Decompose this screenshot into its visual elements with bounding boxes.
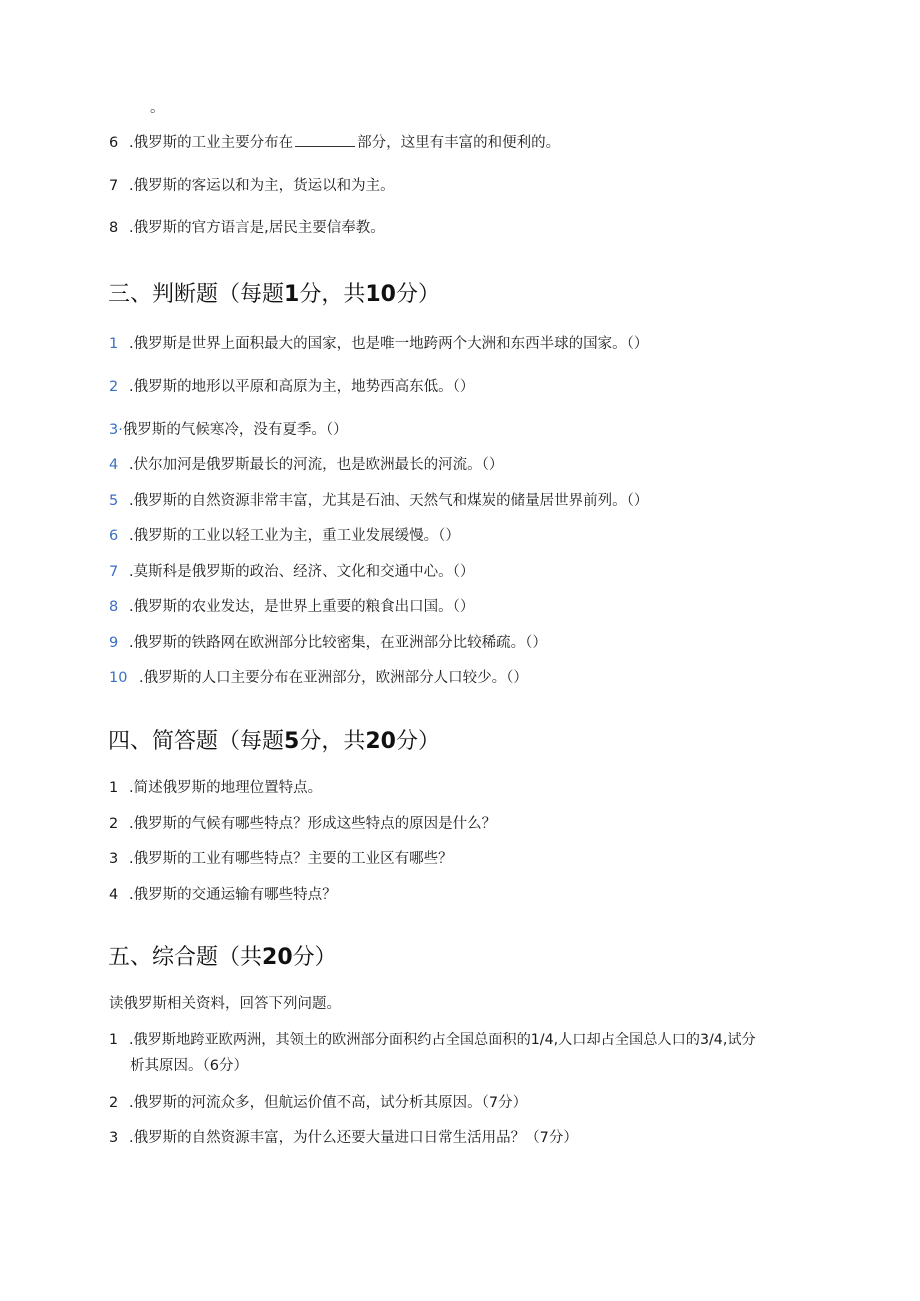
heading-number: 10 [365,282,396,307]
item-number: 10 [109,670,128,686]
judge-item-6 [109,526,460,546]
item-number: 2 [109,1095,119,1111]
item-text: .俄罗斯的交通运输有哪些特点？ [129,887,337,903]
judge-item-4 [109,455,503,475]
item-number: 8 [109,220,119,236]
item-text: .俄罗斯的河流众多，但航运价值不高，试分析其原因。（7分） [129,1095,528,1111]
item-number: 9 [109,635,119,651]
section-heading-judge [108,280,440,310]
item-text: .伏尔加河是俄罗斯最长的河流，也是欧洲最长的河流。（） [129,457,504,473]
item-text: .俄罗斯的气候有哪些特点？形成这些特点的原因是什么？ [129,816,497,832]
heading-text: 分） [395,282,440,307]
fill-item-7 [109,176,395,196]
item-number: 1 [109,336,119,352]
comp-item-1 [109,1030,756,1050]
heading-text: 分） [292,945,337,970]
item-text: .俄罗斯的自然资源丰富，为什么还要大量进口日常生活用品？（7分） [129,1130,578,1146]
item-text: .莫斯科是俄罗斯的政治、经济、文化和交通中心。（） [129,564,475,580]
item-number: 3· [109,422,123,438]
comp-item-1-continuation: 析其原因。（6分） [130,1058,248,1074]
short-item-2 [109,814,496,834]
judge-item-9 [109,633,547,653]
item-text: .俄罗斯的农业发达，是世界上重要的粮食出口国。（） [129,599,475,615]
item-text: .俄罗斯的地形以平原和高原为主，地势西高东低。（） [129,379,475,395]
heading-text: 四、简答题（每题 [108,729,285,754]
section-heading-short [108,727,440,757]
item-number: 6 [109,528,119,544]
judge-item-5 [109,491,648,511]
judge-item-2 [109,377,474,397]
judge-item-7 [109,562,474,582]
item-number: 3 [109,1130,119,1146]
heading-number: 20 [365,729,396,754]
item-number: 3 [109,851,119,867]
comp-item-2 [109,1093,527,1113]
item-text: .俄罗斯的工业以轻工业为主，重工业发展缓慢。（） [129,528,460,544]
item-text: .俄罗斯的铁路网在欧洲部分比较密集，在亚洲部分比较稀疏。（） [129,635,547,651]
answer-blank[interactable] [295,134,355,147]
heading-text: 五、综合题（共 [108,945,263,970]
item-text-pre: .俄罗斯的工业主要分布在 [129,135,294,151]
fill-item-8 [109,218,385,238]
item-text: .俄罗斯的人口主要分布在亚洲部分，欧洲部分人口较少。（） [139,670,528,686]
heading-number: 20 [262,945,293,970]
heading-text: 分，共 [299,729,366,754]
item-text: .俄罗斯的自然资源非常丰富，尤其是石油、天然气和煤炭的储量居世界前列。（） [129,493,649,509]
item-number: 4 [109,887,119,903]
item-number: 4 [109,457,119,473]
item-text: .俄罗斯的客运以和为主，货运以和为主。 [129,178,395,194]
short-item-4 [109,885,337,905]
item-number: 8 [109,599,119,615]
item-number: 7 [109,564,119,580]
judge-item-8 [109,597,474,617]
comp-intro: 读俄罗斯相关资料，回答下列问题。 [109,996,341,1012]
item-text: .俄罗斯是世界上面积最大的国家，也是唯一地跨两个大洲和东西半球的国家。（） [129,336,649,352]
fill-item-6 [109,133,560,153]
judge-item-1 [109,334,648,354]
item-text: .俄罗斯的官方语言是,居民主要信奉教。 [129,220,385,236]
heading-text: 分，共 [299,282,366,307]
item-number: 5 [109,493,119,509]
item-number: 2 [109,379,119,395]
short-item-3 [109,849,453,869]
judge-item-10 [109,668,528,688]
heading-text: 分） [395,729,440,754]
heading-text: 三、判断题（每题 [108,282,285,307]
comp-item-3 [109,1128,578,1148]
item-number: 1 [109,1032,119,1048]
heading-number: 5 [284,729,300,754]
short-item-1 [109,778,322,798]
item-text: .简述俄罗斯的地理位置特点。 [129,780,323,796]
item-text-post: 部分，这里有丰富的和便利的。 [357,135,561,151]
item-number: 2 [109,816,119,832]
item-number: 6 [109,135,119,151]
section-heading-comprehensive [108,943,337,973]
judge-item-3 [109,420,348,440]
item-text: 俄罗斯的气候寒冷，没有夏季。（） [122,422,348,438]
item-text: .俄罗斯的工业有哪些特点？主要的工业区有哪些？ [129,851,453,867]
top-fragment: 。 [150,100,165,116]
item-number: 7 [109,178,119,194]
heading-number: 1 [284,282,300,307]
item-number: 1 [109,780,119,796]
item-text: .俄罗斯地跨亚欧两洲，其领土的欧洲部分面积约占全国总面积的1/4,人口却占全国总人口的3/4,试分 [129,1032,756,1048]
